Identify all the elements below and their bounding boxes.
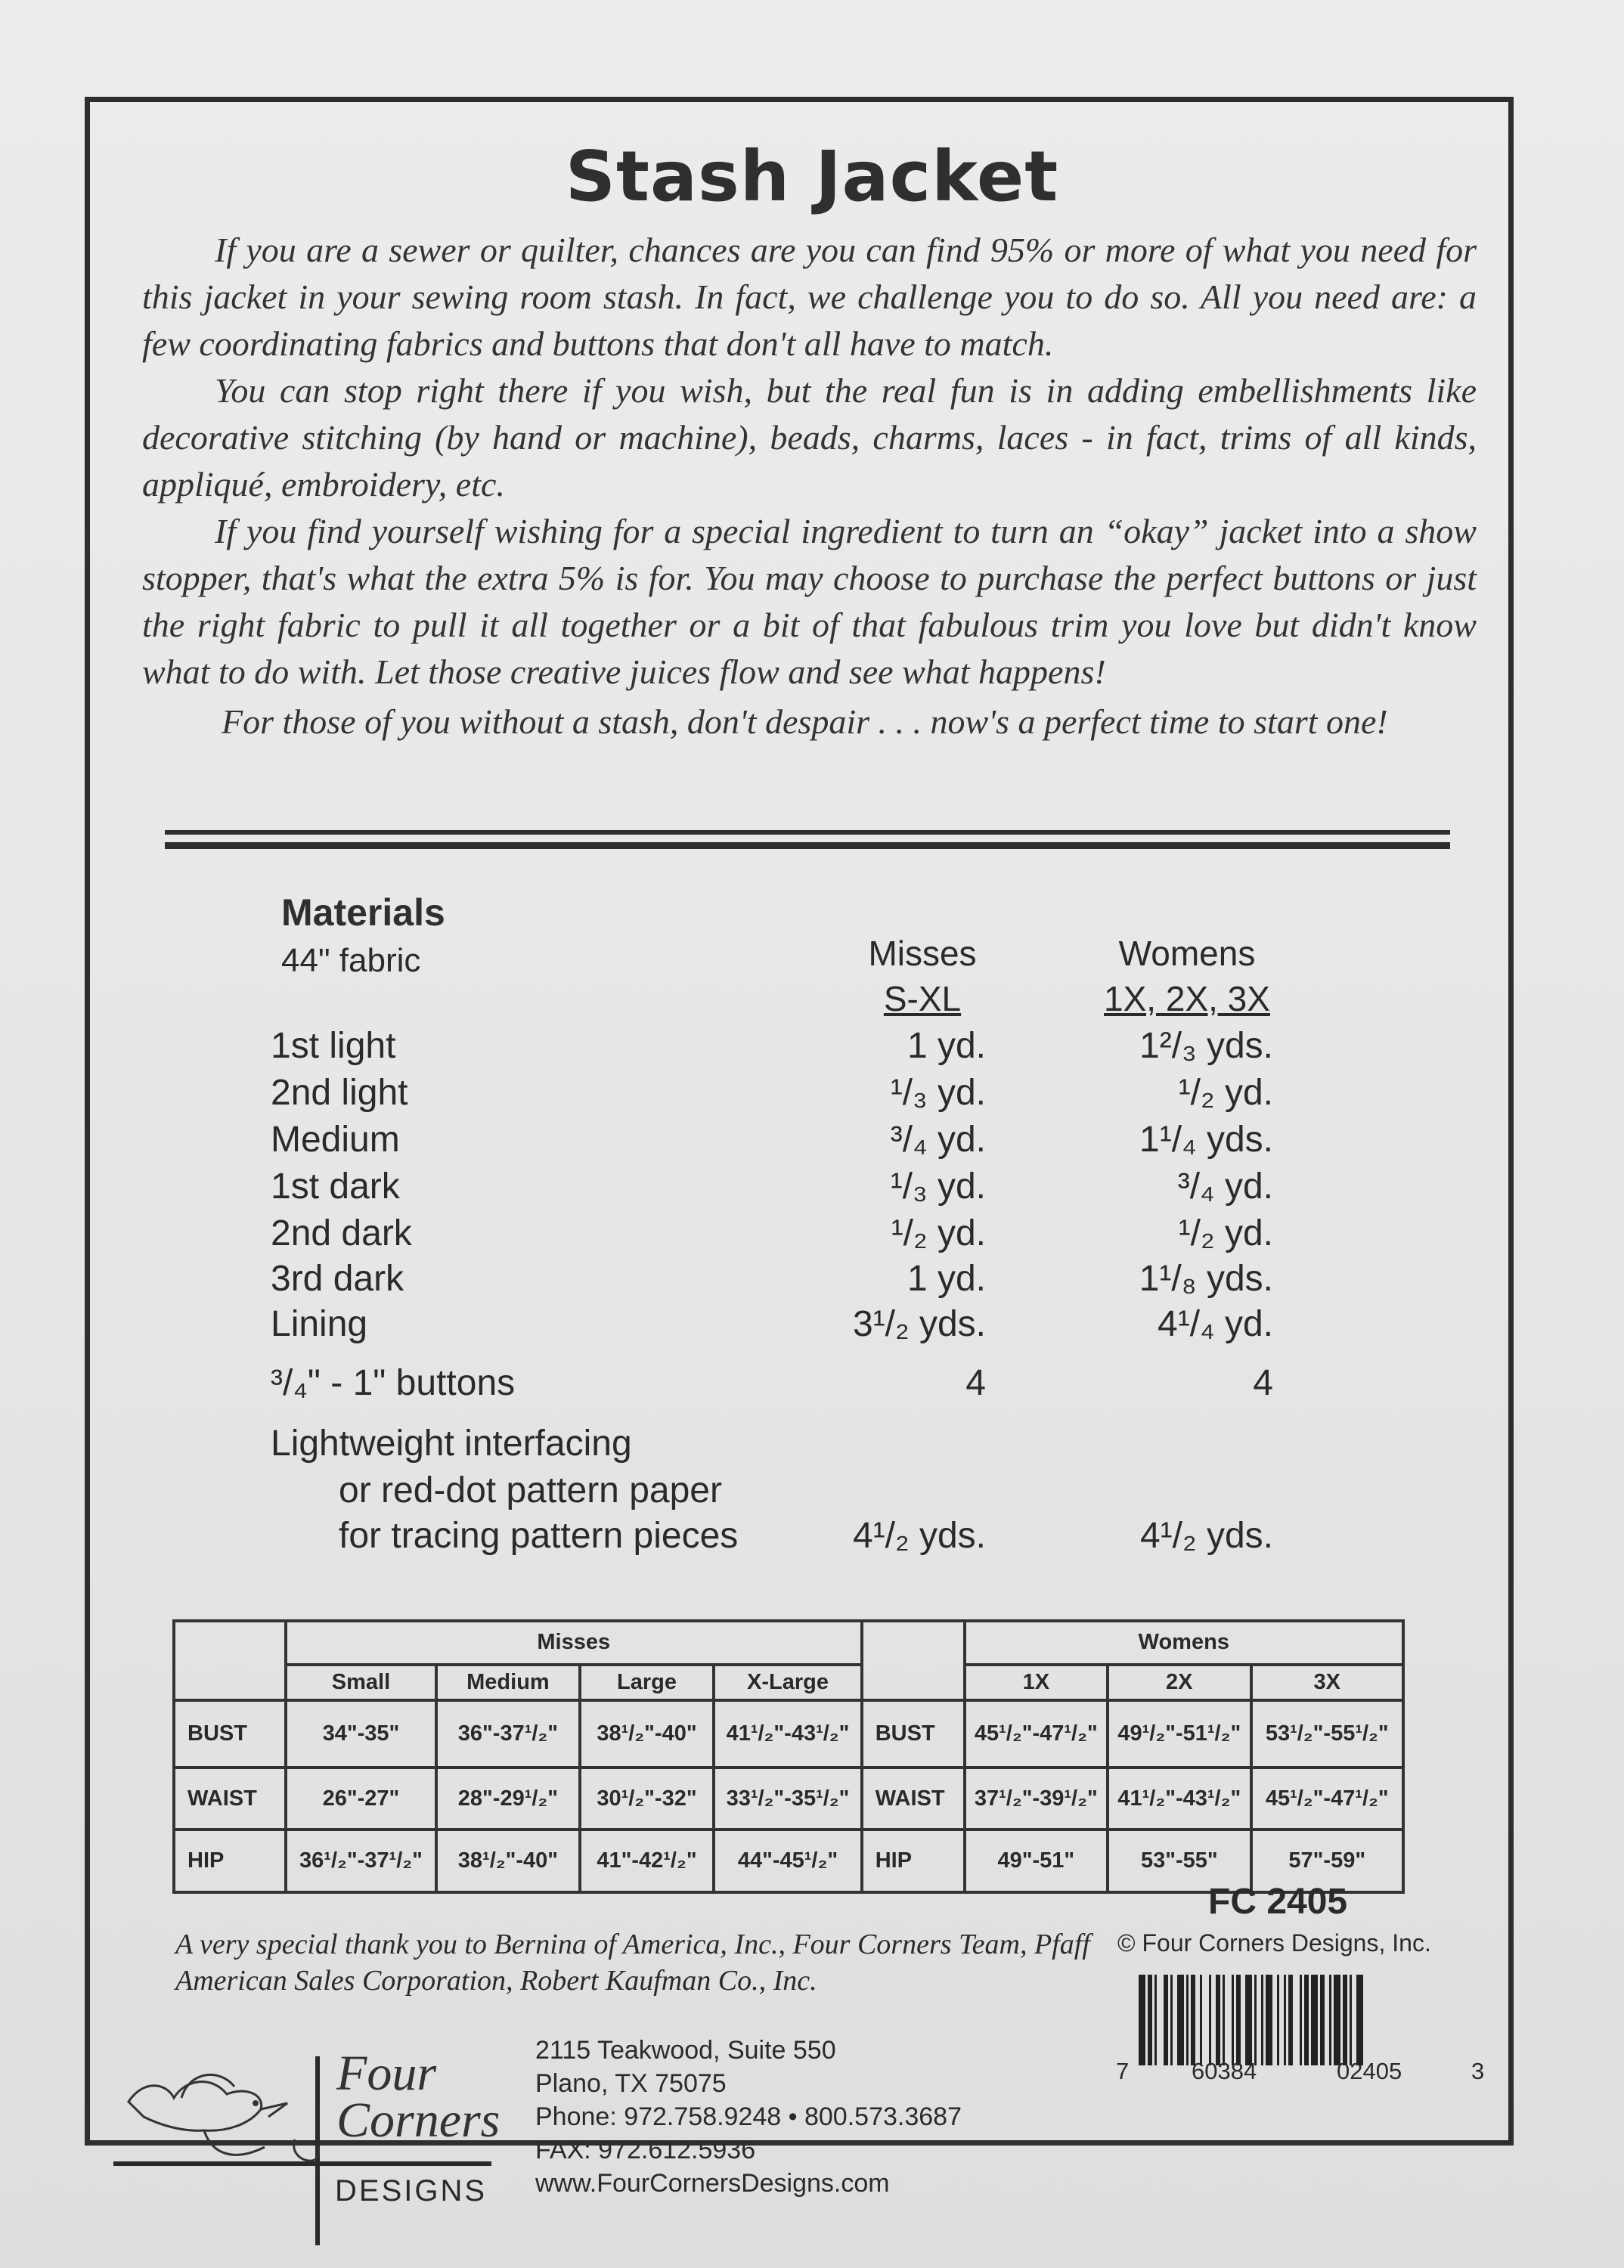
- intro-paragraph: If you find yourself wishing for a special ingredient to turn an “okay” jacket into a show stopper, that's what the extra 5% is for. You may choose to purchase the perfect buttons or just the right fabric to pull it all together or a bit of that fabulous trim you love but didn't know what to do with. Let those creative juices flow and see what happens!: [142, 512, 1477, 691]
- size-column-header: Medium: [436, 1665, 580, 1700]
- womens-amount: 4: [1253, 1363, 1273, 1403]
- size-column-header: 1X: [965, 1665, 1108, 1700]
- pattern-number: FC 2405: [1208, 1882, 1348, 1922]
- size-column-header: X-Large: [714, 1665, 861, 1700]
- logo-wordmark: [336, 2046, 501, 2148]
- size-cell: 34"-35": [286, 1700, 436, 1768]
- size-cell: 33¹/₂"-35¹/₂": [714, 1768, 861, 1830]
- womens-sizes-header: 1X, 2X, 3X: [1104, 979, 1270, 1018]
- logo-text-line: Corners: [336, 2093, 501, 2148]
- materials-row: [0, 1072, 1624, 1116]
- table-row: [174, 1768, 1403, 1830]
- misses-amount: ¹/₂ yd.: [891, 1213, 986, 1253]
- material-label: Lightweight interfacing: [271, 1424, 632, 1464]
- womens-size-header: Womens: [965, 1621, 1403, 1665]
- size-cell: 38¹/₂"-40": [580, 1700, 714, 1768]
- measurement-label: BUST: [862, 1700, 965, 1768]
- measurement-label: HIP: [862, 1830, 965, 1892]
- address-city: Plano, TX 75075: [535, 2069, 727, 2098]
- size-column-header: 2X: [1108, 1665, 1251, 1700]
- size-cell: 36¹/₂"-37¹/₂": [286, 1830, 436, 1892]
- misses-size-header: Misses: [286, 1621, 862, 1665]
- misses-amount: 1 yd.: [907, 1026, 986, 1066]
- misses-amount: 4¹/₂ yds.: [852, 1516, 986, 1556]
- size-cell: 53¹/₂"-55¹/₂": [1251, 1700, 1403, 1768]
- materials-row: [0, 1303, 1624, 1347]
- material-label: 2nd light: [271, 1073, 408, 1113]
- logo-designs-text: DESIGNS: [335, 2174, 488, 2208]
- materials-row: [0, 1025, 1624, 1069]
- barcode-digit-left: 7: [1116, 2058, 1130, 2084]
- size-cell: 28"-29¹/₂": [436, 1768, 580, 1830]
- size-column-header: Large: [580, 1665, 714, 1700]
- company-address: [535, 2034, 962, 2200]
- womens-amount: ¹/₂ yd.: [1178, 1073, 1273, 1113]
- measurement-label: WAIST: [174, 1768, 286, 1830]
- intro-paragraph: If you are a sewer or quilter, chances are you can find 95% or more of what you need for this jacket in your sewing room stash. In fact, we challenge you to do so. All you need are: a few coordinating fabrics and buttons that don't all have to match.: [142, 231, 1477, 363]
- size-cell: 53"-55": [1108, 1830, 1251, 1892]
- misses-amount: 4: [965, 1363, 986, 1403]
- intro-text: [142, 227, 1477, 745]
- misses-amount: ¹/₃ yd.: [890, 1073, 986, 1113]
- misses-amount: ³/₄ yd.: [890, 1120, 986, 1160]
- website-url: www.FourCornersDesigns.com: [535, 2169, 890, 2198]
- divider-rule: [165, 830, 1450, 835]
- material-label: Medium: [271, 1120, 400, 1160]
- size-chart-corner: [174, 1621, 286, 1700]
- materials-row: [0, 1423, 1624, 1467]
- material-label: 1st light: [271, 1026, 396, 1066]
- size-cell: 30¹/₂"-32": [580, 1768, 714, 1830]
- womens-amount: ¹/₂ yd.: [1178, 1213, 1273, 1253]
- womens-amount: 1²/₃ yds.: [1139, 1026, 1273, 1066]
- size-column-header: 3X: [1251, 1665, 1403, 1700]
- size-cell: 57"-59": [1251, 1830, 1403, 1892]
- logo-text-line: Four: [336, 2046, 436, 2101]
- size-cell: 41"-42¹/₂": [580, 1830, 714, 1892]
- intro-paragraph: For those of you without a stash, don't despair . . . now's a perfect time to start one!: [222, 702, 1388, 741]
- womens-amount: 1¹/₄ yds.: [1139, 1120, 1273, 1160]
- misses-amount: 1 yd.: [907, 1259, 986, 1299]
- measurement-label: WAIST: [862, 1768, 965, 1830]
- size-cell: 38¹/₂"-40": [436, 1830, 580, 1892]
- materials-row: [0, 1213, 1624, 1256]
- phone-number: Phone: 972.758.9248 • 800.573.3687: [535, 2102, 962, 2131]
- barcode-number: [1116, 2058, 1486, 2088]
- material-label: Lining: [271, 1304, 368, 1344]
- material-label: for tracing pattern pieces: [339, 1516, 739, 1556]
- material-label: ³/₄" - 1" buttons: [271, 1363, 516, 1403]
- size-cell: 41¹/₂"-43¹/₂": [714, 1700, 861, 1768]
- materials-row: [0, 1362, 1624, 1406]
- size-chart-table: [172, 1619, 1405, 1894]
- material-label: 3rd dark: [271, 1259, 404, 1299]
- fax-number: FAX: 972.612.5936: [535, 2136, 756, 2164]
- size-cell: 49"-51": [965, 1830, 1108, 1892]
- misses-amount: ¹/₃ yd.: [890, 1167, 986, 1207]
- materials-row: [0, 1166, 1624, 1210]
- materials-heading: Materials: [281, 891, 445, 934]
- size-cell: 26"-27": [286, 1768, 436, 1830]
- womens-amount: 1¹/₈ yds.: [1139, 1259, 1273, 1299]
- size-column-header: Small: [286, 1665, 436, 1700]
- size-cell: 41¹/₂"-43¹/₂": [1108, 1768, 1251, 1830]
- size-cell: 45¹/₂"-47¹/₂": [965, 1700, 1108, 1768]
- size-cell: 36"-37¹/₂": [436, 1700, 580, 1768]
- womens-amount: ³/₄ yd.: [1177, 1167, 1273, 1207]
- misses-column-header: Misses: [868, 934, 977, 973]
- acknowledgements: A very special thank you to Bernina of America, Inc., Four Corners Team, Pfaff American Sales Corporation, Robert Kaufman Co., Inc.: [175, 1929, 1090, 1997]
- fabric-width-label: 44" fabric: [281, 942, 421, 979]
- page-title: Stash Jacket: [565, 136, 1059, 217]
- divider-rule: [165, 842, 1450, 849]
- barcode-digits-group: 02405: [1337, 2058, 1402, 2084]
- womens-amount: 4¹/₂ yds.: [1139, 1516, 1273, 1556]
- copyright-notice: © Four Corners Designs, Inc.: [1117, 1929, 1431, 1957]
- misses-sizes-header: S-XL: [883, 979, 962, 1018]
- materials-row: [0, 1119, 1624, 1163]
- materials-row: [0, 1515, 1624, 1559]
- intro-paragraph: You can stop right there if you wish, but the real fun is in adding embellishments like decorative stitching (by hand or machine), beads, charms, laces - in fact, trims of all kinds, appliqué, embroidery, etc.: [142, 371, 1477, 503]
- size-cell: 37¹/₂"-39¹/₂": [965, 1768, 1108, 1830]
- address-street: 2115 Teakwood, Suite 550: [535, 2036, 836, 2065]
- measurement-label: HIP: [174, 1830, 286, 1892]
- misses-amount: 3¹/₂ yds.: [852, 1304, 986, 1344]
- size-cell: 45¹/₂"-47¹/₂": [1251, 1768, 1403, 1830]
- barcode-digit-right: 3: [1471, 2058, 1485, 2084]
- measurement-label: BUST: [174, 1700, 286, 1768]
- size-cell: 49¹/₂"-51¹/₂": [1108, 1700, 1251, 1768]
- material-label: 1st dark: [271, 1167, 400, 1207]
- womens-amount: 4¹/₄ yd.: [1158, 1304, 1273, 1344]
- material-label: or red-dot pattern paper: [339, 1470, 722, 1510]
- size-chart-divider-cell: [862, 1621, 965, 1700]
- size-cell: 44"-45¹/₂": [714, 1830, 861, 1892]
- table-row: [174, 1700, 1403, 1768]
- material-label: 2nd dark: [271, 1213, 412, 1253]
- womens-column-header: Womens: [1118, 934, 1256, 973]
- barcode-digits-group: 60384: [1192, 2058, 1257, 2084]
- materials-row: [0, 1258, 1624, 1302]
- barcode-image: [1139, 1975, 1464, 2065]
- materials-row: [0, 1470, 1624, 1514]
